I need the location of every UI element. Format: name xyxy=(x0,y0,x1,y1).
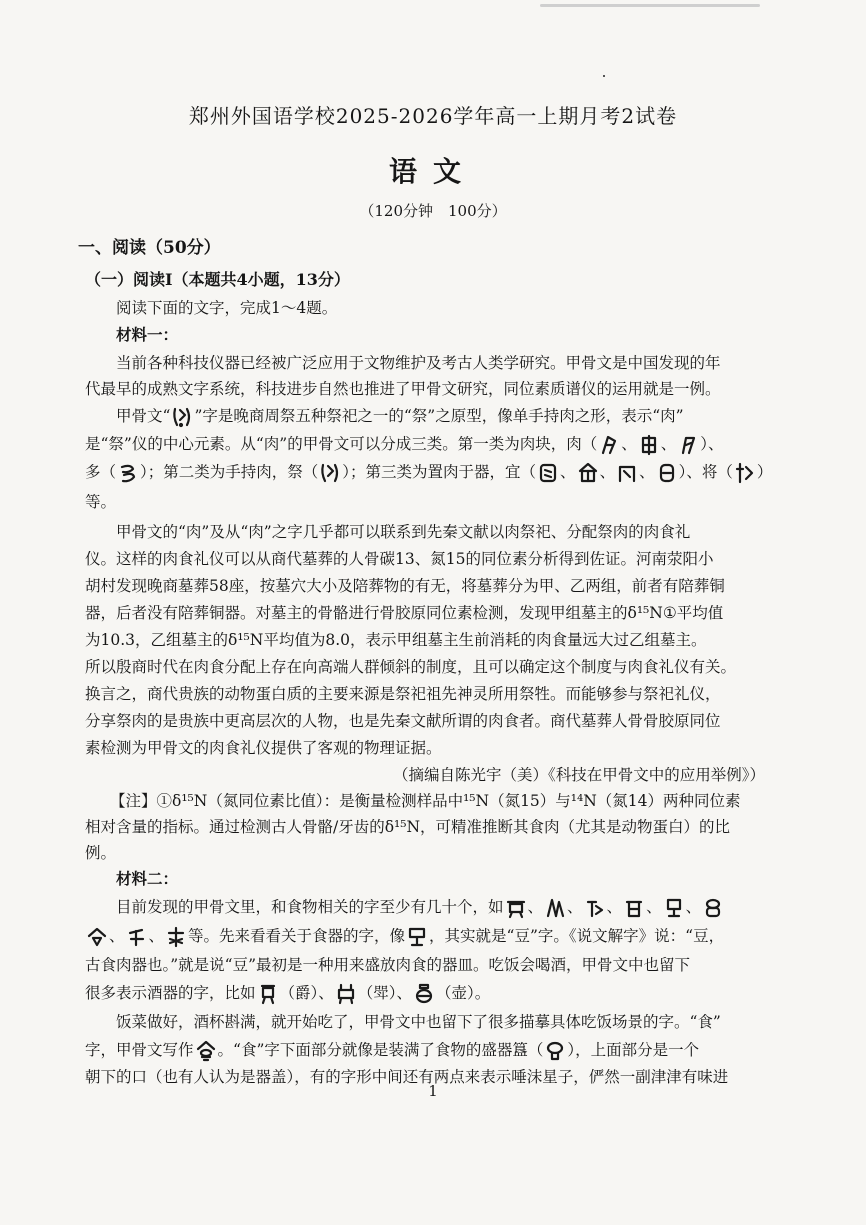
m2-p1-line2: 、 、 等。先来看看关于食器的字，像 ，其实就是“豆”字。《说文解字》说：“豆， xyxy=(85,925,785,949)
subsection-heading: （一）阅读Ⅰ（本题共4小题，13分） xyxy=(85,270,350,289)
m1-p3-line9: 素检测为甲骨文的肉食礼仪提供了客观的物理证据。 xyxy=(85,739,442,757)
m1-p2-line2: 是“祭”仪的中心元素。从“肉”的甲骨文可以分成三类。第一类为肉块，肉（ 、 、 ）、 xyxy=(85,433,785,457)
m2-p2-line3: 朝下的口（也有人认为是器盖），有的字形中间还有两点来表示唾沫星子，俨然一副津津有味进 xyxy=(85,1068,729,1086)
oracle-dou-glyph-icon xyxy=(406,925,428,949)
text-span: 、 xyxy=(109,927,125,945)
m1-p3-line3: 胡村发现晚商墓葬58座，按墓穴大小及陪葬物的有无，将墓葬分为甲、乙两组，前者有陪葬铜 xyxy=(85,577,725,595)
text-span: ）、将（ xyxy=(678,463,733,481)
m2-p1-line1: 目前发现的甲骨文里，和食物相关的字至少有几十个，如 、 、 、 、 、 xyxy=(116,896,816,920)
text-span: （斝）、 xyxy=(357,984,413,1002)
m1-p2-line1 xyxy=(116,405,816,429)
text-span: 字，甲骨文写作 xyxy=(85,1041,194,1059)
m2-p1-line3: 古食肉器也。”就是说“豆”最初是一种用来盛放肉食的器皿。吃饭会喝酒，甲骨文中也留下 xyxy=(85,956,691,974)
page-number: 1 xyxy=(428,1082,438,1100)
text-span: 是“祭”仪的中心元素。从“肉”的甲骨文可以分成三类。第一类为肉块，肉（ xyxy=(85,435,598,453)
text-span: （爵）、 xyxy=(279,984,334,1002)
text-span: ）；第二类为手持肉，祭（ xyxy=(140,463,319,481)
m1-p3-line1: 甲骨文的“肉”及从“肉”之字几乎都可以联系到先秦文献以肉祭祀、分配祭肉的肉食礼 xyxy=(116,523,691,541)
oracle-jia-glyph-icon xyxy=(335,982,357,1006)
oracle-food-glyph-icon xyxy=(663,896,685,920)
subject-title: 语文 xyxy=(388,155,477,188)
text-span: 很多表示酒器的字，比如 xyxy=(85,984,256,1002)
m1-p2-line3: 多（ ）；第二类为手持肉，祭（ ）；第三类为置肉于器，宜（ 、 、 、 ）、将（ ） xyxy=(85,461,785,485)
oracle-yi-glyph-icon xyxy=(537,461,559,485)
oracle-food-glyph-icon xyxy=(544,896,566,920)
m1-p3-line7: 换言之，商代贵族的动物蛋白质的主要来源是祭祀祖先神灵所用祭牲。而能够参与祭祀礼仪， xyxy=(85,685,721,703)
scan-edge-mark xyxy=(540,4,760,7)
text-span: 。“食”字下面部分就像是装满了食物的盛器簋（ xyxy=(217,1041,544,1059)
m1-p1-line2: 代最早的成熟文字系统，科技进步自然也推进了甲骨文研究，同位素质谱仪的运用就是一例。 xyxy=(85,380,721,398)
oracle-duo-glyph-icon xyxy=(117,461,139,485)
oracle-food-glyph-icon xyxy=(584,896,606,920)
oracle-rou-glyph-icon xyxy=(638,433,660,457)
oracle-food-glyph-icon xyxy=(702,896,724,920)
oracle-hu-glyph-icon xyxy=(413,982,435,1006)
m2-p2-line2 xyxy=(85,1039,785,1063)
oracle-rou-glyph-icon xyxy=(598,433,620,457)
scan-dot xyxy=(603,75,605,77)
text-span: （壶）。 xyxy=(436,984,491,1002)
text-span: ）、 xyxy=(700,435,724,453)
oracle-food-glyph-icon xyxy=(623,896,645,920)
m2-p1-line4 xyxy=(85,982,785,1006)
m1-p3-line6: 所以殷商时代在肉食分配上存在向高端人群倾斜的制度，且可以确定这个制度与肉食礼仪有关。 xyxy=(85,658,737,676)
text-span: 多（ xyxy=(85,463,117,481)
time-and-score: （120分钟 100分） xyxy=(359,202,507,220)
m1-p3-line2: 仪。这样的肉食礼仪可以从商代墓葬的人骨碳13、氮15的同位素分析得到佐证。河南荥阳小 xyxy=(85,550,714,568)
m1-p1-line1: 当前各种科技仪器已经被广泛应用于文物维护及考古人类学研究。甲骨文是中国发现的年 xyxy=(116,354,721,372)
oracle-jue-glyph-icon xyxy=(257,982,279,1006)
m1-p3-line5: 为10.3，乙组墓主的δ¹⁵N平均值为8.0，表示甲组墓主生前消耗的肉食量远大过乙组墓主。 xyxy=(85,631,707,649)
text-span: ），上面部分是一个 xyxy=(567,1041,700,1059)
oracle-shi-glyph-icon xyxy=(195,1039,217,1063)
note-line3: 例。 xyxy=(85,844,117,862)
oracle-ji-glyph-icon xyxy=(171,405,193,429)
text-span: 等。先来看看关于食器的字，像 xyxy=(188,927,406,945)
text-span: ） xyxy=(756,463,773,481)
m2-p2-line1: 饭菜做好，酒杯斟满，就开始吃了，甲骨文中也留下了很多描摹具体吃饭场景的字。“食” xyxy=(116,1013,721,1031)
m1-p2-line4: 等。 xyxy=(85,493,117,511)
oracle-yi-glyph-icon xyxy=(616,461,638,485)
oracle-gui-glyph-icon xyxy=(544,1039,566,1063)
oracle-ji-glyph-icon xyxy=(319,461,341,485)
exam-title: 郑州外国语学校2025-2026学年高一上期月考2试卷 xyxy=(188,104,678,128)
material1-label: 材料一： xyxy=(116,325,179,344)
source-citation: （摘编自陈光宇（美）《科技在甲骨文中的应用举例》） xyxy=(392,766,765,784)
material2-label: 材料二： xyxy=(116,869,179,888)
section-heading: 一、阅读（50分） xyxy=(78,238,221,258)
text-span: ）；第三类为置肉于器，宜（ xyxy=(342,463,537,481)
m1-p3-line4: 器，后者没有陪葬铜器。对墓主的骨骼进行骨胶原同位素检测，发现甲组墓主的δ¹⁵N①平均值 xyxy=(85,604,724,622)
note-line1: 【注】①δ¹⁵N（氮同位素比值）：是衡量检测样品中¹⁵N（氮15）与¹⁴N（氮14）两种同位素 xyxy=(110,792,741,810)
oracle-food-glyph-icon xyxy=(505,896,527,920)
oracle-food-glyph-icon xyxy=(165,925,187,949)
oracle-food-glyph-icon xyxy=(86,925,108,949)
oracle-rou-glyph-icon xyxy=(677,433,699,457)
oracle-yi-glyph-icon xyxy=(656,461,678,485)
text-span: ，其实就是“豆”字。《说文解字》说：“豆， xyxy=(429,927,725,945)
oracle-yi-glyph-icon xyxy=(577,461,599,485)
m1-p3-line8: 分享祭肉的是贵族中更高层次的人物，也是先秦文献所谓的肉食者。商代墓葬人骨骨胶原同位 xyxy=(85,712,721,730)
oracle-jiang-glyph-icon xyxy=(734,461,756,485)
instruction: 阅读下面的文字，完成1～4题。 xyxy=(116,299,338,317)
oracle-food-glyph-icon xyxy=(126,925,148,949)
text-span: 甲骨文“ xyxy=(116,407,171,425)
text-span: ”字是晚商周祭五种祭祀之一的“祭”之原型，像单手持肉之形，表示“肉” xyxy=(194,407,684,425)
text-span: 目前发现的甲骨文里，和食物相关的字至少有几十个，如 xyxy=(116,898,504,916)
note-line2: 相对含量的指标。通过检测古人骨骼/牙齿的δ¹⁵N，可精准推断其食肉（尤其是动物蛋白）的比 xyxy=(85,818,731,836)
